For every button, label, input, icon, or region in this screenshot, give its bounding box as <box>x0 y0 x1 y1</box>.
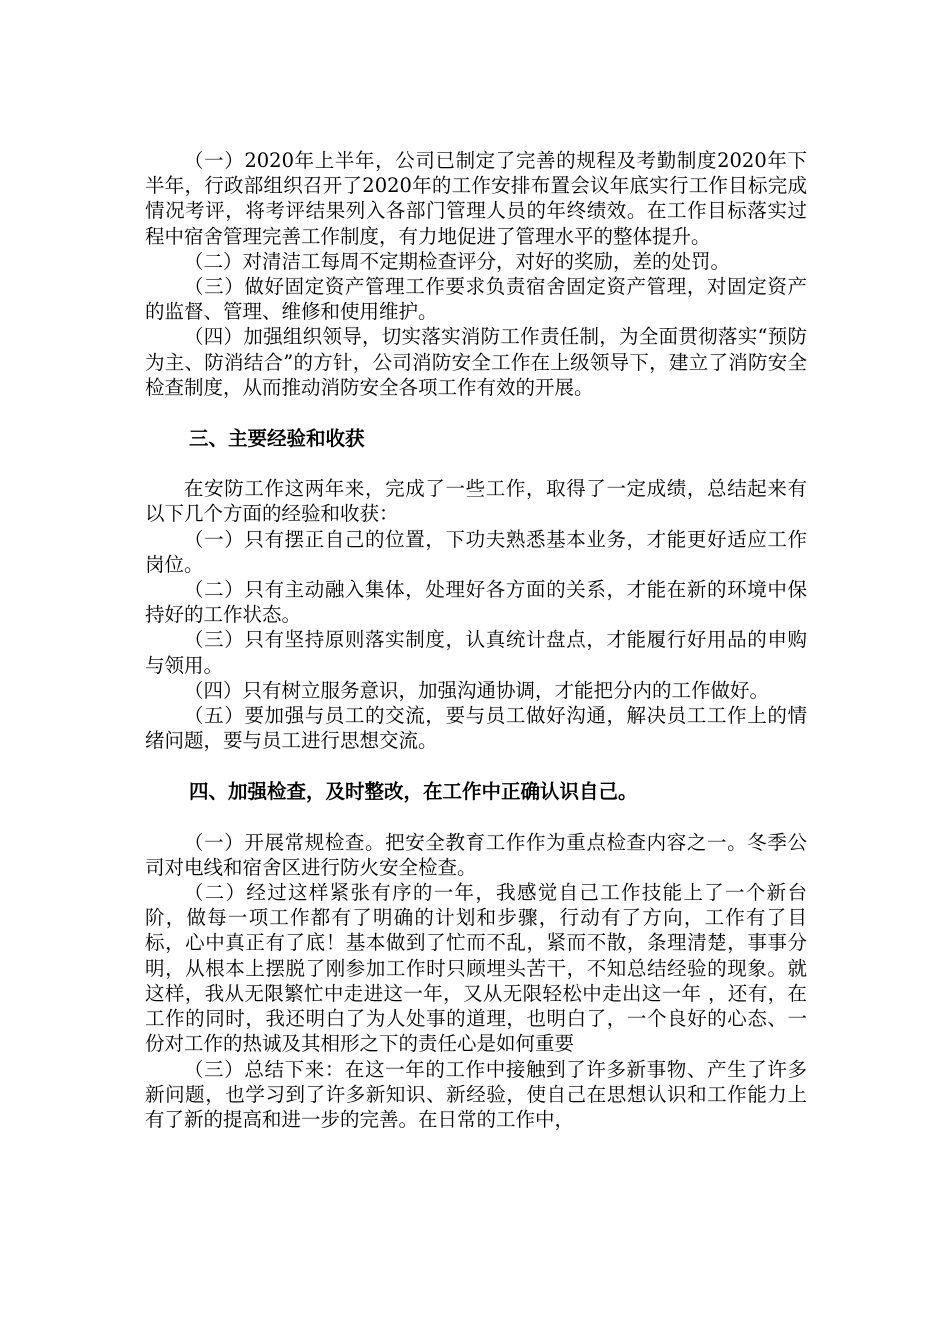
section-heading-three: 三、主要经验和收获 <box>189 427 365 451</box>
paragraph-item-2: （二）对清洁工每周不定期检查评分，对好的奖励，差的处罚。 <box>184 249 731 273</box>
section-three-item-2: （二）只有主动融入集体，处理好各方面的关系，才能在新的环境中保持好的工作状态。 <box>145 578 807 627</box>
section-three-item-4: （四）只有树立服务意识，加强沟通协调，才能把分内的工作做好。 <box>184 678 770 702</box>
section-four-item-1: （一）开展常规检查。把安全教育工作作为重点检查内容之一。冬季公司对电线和宿舍区进行防火安全检查。 <box>145 830 807 879</box>
document-page <box>145 148 807 1132</box>
section-four-item-3: （三）总结下来：在这一年的工作中接触到了许多新事物、产生了许多新问题，也学习到了许多新知识、新经验，使自己在思想认识和工作能力上有了新的提高和进一步的完善。在日常的工作中， <box>145 1057 807 1131</box>
paragraph-item-4: （四）加强组织领导，切实落实消防工作责任制，为全面贯彻落实“预防为主、防消结合”的方针，公司消防安全工作在上级领导下，建立了消防安全检查制度，从而推动消防安全各项工作有效的开展。 <box>145 325 807 399</box>
section-three-item-5: （五）要加强与员工的交流，要与员工做好沟通，解决员工工作上的情绪问题，要与员工进行思想交流。 <box>145 704 807 753</box>
section-three-item-3: （三）只有坚持原则落实制度，认真统计盘点，才能履行好用品的申购与领用。 <box>145 628 807 677</box>
spacer <box>145 451 807 476</box>
section-three-item-1: （一）只有摆正自己的位置，下功夫熟悉基本业务，才能更好适应工作岗位。 <box>145 527 807 576</box>
section-three-intro: 在安防工作这两年来，完成了一些工作，取得了一定成绩，总结起来有以下几个方面的经验和收获： <box>145 477 807 526</box>
spacer <box>145 753 807 779</box>
spacer <box>145 805 807 830</box>
spacer <box>145 400 807 426</box>
section-four-item-2: （二）经过这样紧张有序的一年，我感觉自己工作技能上了一个新台阶，做每一项工作都有了明确的计划和步骤，行动有了方向，工作有了目标，心中真正有了底！基本做到了忙而不乱，紧而不散，条理清楚，事事分明，从根本上摆脱了刚参加工作时只顾埋头苦干，不知总结经验的现象。就这样，我从无限繁忙中走进这一年，又从无限轻松中走出这一年 ，还有，在工作的同时，我还明白了为人处事的道理，也明白了，一个良好的心态、一份对工作的热诚及其相形之下的责任心是如何重要 <box>145 881 807 1056</box>
paragraph-item-3: （三）做好固定资产管理工作要求负责宿舍固定资产管理，对固定资产的监督、管理、维修和使用维护。 <box>145 275 807 324</box>
paragraph-item-1: （一）2020年上半年，公司已制定了完善的规程及考勤制度2020年下半年，行政部组织召开了2020年的工作安排布置会议年底实行工作目标完成情况考评，将考评结果列入各部门管理人员的年终绩效。在工作目标落实过程中宿舍管理完善工作制度，有力地促进了管理水平的整体提升。 <box>145 149 807 248</box>
section-heading-four: 四、加强检查，及时整改，在工作中正确认识自己。 <box>189 780 638 804</box>
